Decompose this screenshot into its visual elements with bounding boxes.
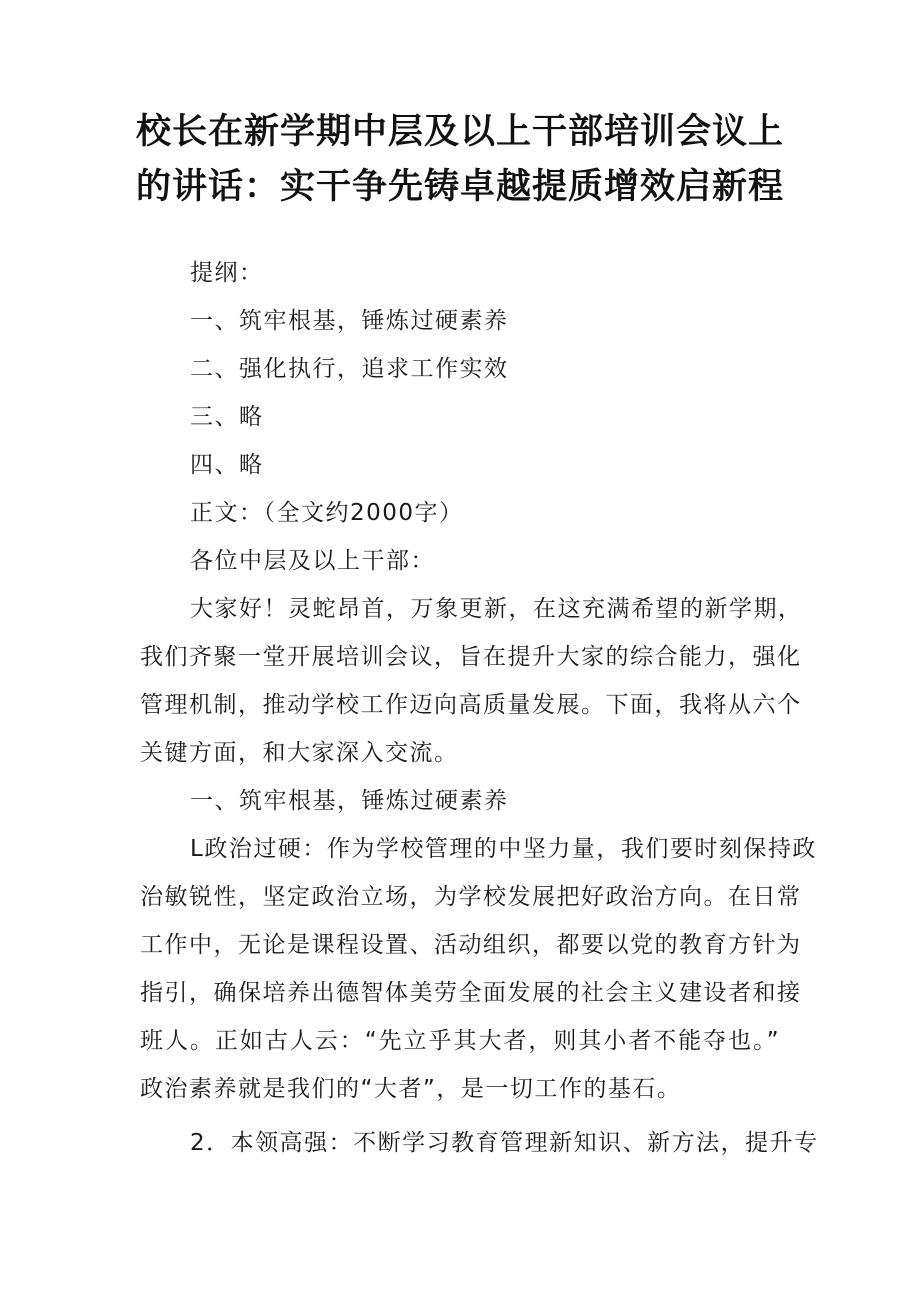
intro-line-4: 关键方面，和大家深入交流。 (140, 740, 459, 766)
outline-item-1: 一、筑牢根基，锤炼过硬素养 (190, 308, 509, 334)
salutation: 各位中层及以上干部： (190, 548, 435, 574)
point-1-line-3: 工作中，无论是课程设置、活动组织，都要以党的教育方针为 (140, 932, 802, 958)
intro-line-1: 大家好！灵蛇昂首，万象更新，在这充满希望的新学期， (190, 596, 803, 622)
intro-line-3: 管理机制，推动学校工作迈向高质量发展。下面，我将从六个 (140, 692, 802, 718)
section-1-heading: 一、筑牢根基，锤炼过硬素养 (190, 788, 509, 814)
point-1-line-2: 治敏锐性，坚定政治立场，为学校发展把好政治方向。在日常 (140, 884, 802, 910)
point-2-line-1: 2．本领高强：不断学习教育管理新知识、新方法，提升专 (190, 1130, 819, 1156)
document-title (120, 104, 800, 214)
outline-label: 提纲： (190, 260, 264, 286)
outline-item-3: 三、略 (190, 404, 264, 430)
body-label: 正文：（全文约2000字） (190, 500, 464, 526)
point-1-line-6: 政治素养就是我们的“大者”，是一切工作的基石。 (140, 1076, 682, 1102)
outline-item-4: 四、略 (190, 452, 264, 478)
point-1-line-5: 班人。正如古人云：“先立乎其大者，则其小者不能夺也。” (140, 1028, 780, 1054)
point-1-line-4: 指引，确保培养出德智体美劳全面发展的社会主义建设者和接 (140, 980, 802, 1006)
outline-item-2: 二、强化执行，追求工作实效 (190, 356, 509, 382)
intro-line-2: 我们齐聚一堂开展培训会议，旨在提升大家的综合能力，强化 (140, 644, 802, 670)
point-1-line-1: L政治过硬：作为学校管理的中坚力量，我们要时刻保持政 (190, 836, 817, 862)
title-line-2: 的讲话：实干争先铸卓越提质增效启新程 (135, 166, 784, 207)
title-line-1: 校长在新学期中层及以上干部培训会议上 (135, 111, 784, 152)
